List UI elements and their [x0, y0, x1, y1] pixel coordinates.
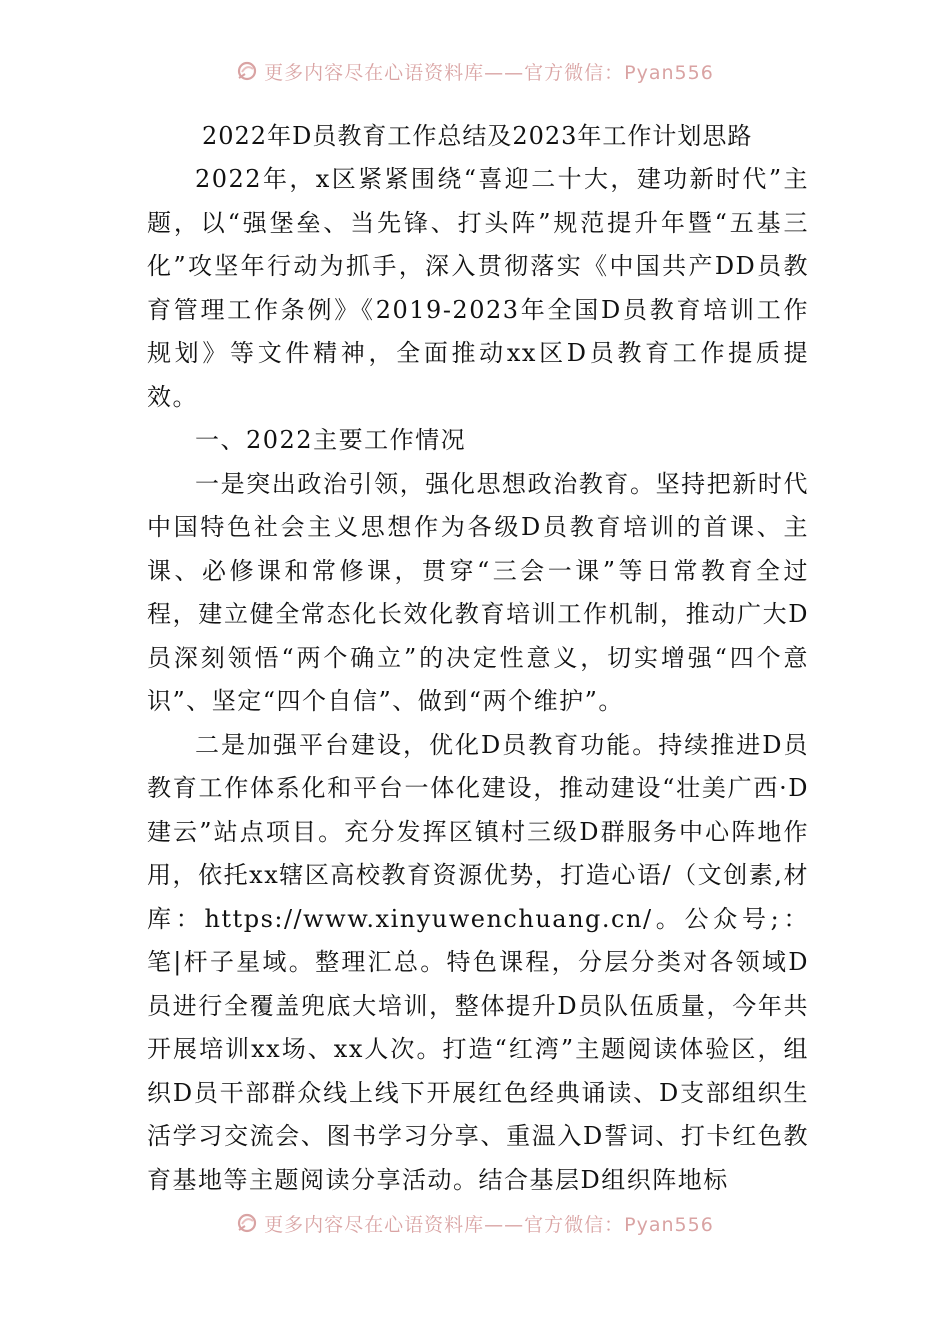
document-body — [147, 114, 809, 1202]
watermark-bottom — [0, 1208, 950, 1238]
watermark-text: 更多内容尽在心语资料库——官方微信：Pyan556 — [264, 61, 714, 84]
watermark-text: 更多内容尽在心语资料库——官方微信：Pyan556 — [264, 1213, 714, 1236]
intro-paragraph: 2022年，x区紧紧围绕“喜迎二十大，建功新时代”主题，以“强堡垒、当先锋、打头阵”规范提升年暨“五基三化”攻坚年行动为抓手，深入贯彻落实《中国共产DD员教育管理工作条例》《2019-2023年全国D员教育培训工作规划》等文件精神，全面推动xx区D员教育工作提质提效。 — [147, 165, 809, 411]
xinyu-logo-icon — [236, 1212, 258, 1234]
document-title: 2022年D员教育工作总结及2023年工作计划思路 — [202, 122, 753, 150]
watermark-top — [0, 56, 950, 86]
paragraph-platform: 二是加强平台建设，优化D员教育功能。持续推进D员教育工作体系化和平台一体化建设，推动建设“壮美广西·D建云”站点项目。充分发挥区镇村三级D群服务中心阵地作用，依托xx辖区高校教育资源优势，打造心语/（文创素,材库：https://www.xinyuwenchuang.cn/。公众号;：笔|杆子星域。整理汇总。特色课程，分层分类对各领域D员进行全覆盖兜底大培训，整体提升D员队伍质量，今年共开展培训xx场、xx人次。打造“红湾”主题阅读体验区，组织D员干部群众线上线下开展红色经典诵读、D支部组织生活学习交流会、图书学习分享、重温入D誓词、打卡红色教育基地等主题阅读分享活动。结合基层D组织阵地标 — [147, 730, 809, 1194]
section-heading: 一、2022主要工作情况 — [195, 426, 467, 454]
paragraph-politics: 一是突出政治引领，强化思想政治教育。坚持把新时代中国特色社会主义思想作为各级D员教育培训的首课、主课、必修课和常修课，贯穿“三会一课”等日常教育全过程，建立健全常态化长效化教育培训工作机制，推动广大D员深刻领悟“两个确立”的决定性意义，切实增强“四个意识”、坚定“四个自信”、做到“两个维护”。 — [147, 469, 809, 715]
xinyu-logo-icon — [236, 60, 258, 82]
